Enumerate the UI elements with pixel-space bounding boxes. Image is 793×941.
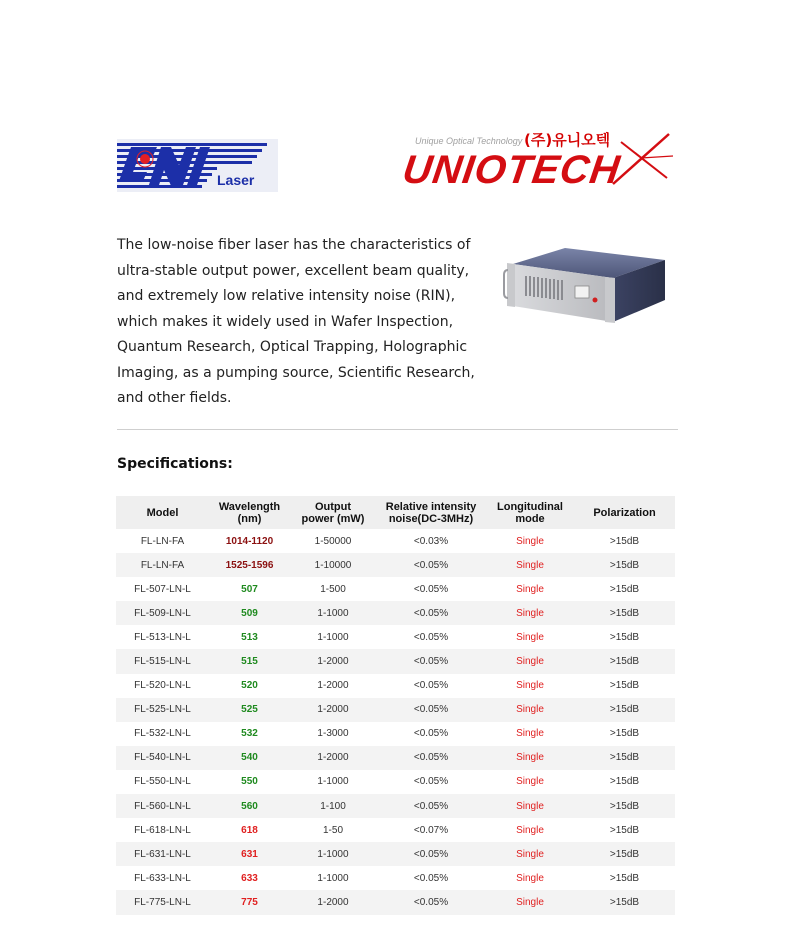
description-line: and other fields. <box>117 390 232 406</box>
cell-model: FL-633-LN-L <box>134 872 191 884</box>
cell-wavelength: 1014-1120 <box>225 535 274 547</box>
cell-output-power: 1-1000 <box>317 776 349 788</box>
table-row <box>116 866 675 890</box>
cni-laser-logo <box>117 139 278 192</box>
cell-polarization: >15dB <box>609 728 640 740</box>
cell-model: FL-LN-FA <box>140 535 185 547</box>
table-row <box>116 746 675 770</box>
table-row <box>116 770 675 794</box>
cell-rin: <0.03% <box>413 535 449 547</box>
cell-output-power: 1-2000 <box>290 649 376 673</box>
table-row <box>116 553 675 577</box>
description-line: which makes it widely used in Wafer Inspection, <box>117 313 454 330</box>
table-row <box>116 577 675 601</box>
cell-model: FL-LN-FA <box>116 553 209 577</box>
header-output-power: Output power (mW) <box>290 496 376 529</box>
cell-wavelength: 631 <box>209 842 290 866</box>
cell-wavelength: 550 <box>241 776 258 788</box>
table-row <box>116 674 675 698</box>
cell-longitudinal-mode: Single <box>486 746 574 770</box>
cell-polarization: >15dB <box>609 631 640 643</box>
cell-wavelength: 525 <box>209 698 290 722</box>
cell-rin: <0.05% <box>376 698 486 722</box>
header-longitudinal-mode: Longitudinal mode <box>486 496 574 529</box>
cell-polarization: >15dB <box>609 535 640 547</box>
header-rin: Relative intensity noise(DC-3MHz) <box>376 496 486 529</box>
cell-polarization: >15dB <box>574 698 675 722</box>
description-line: Quantum Research, Optical Trapping, Holographic <box>117 339 468 355</box>
cell-rin: <0.05% <box>413 776 449 788</box>
cell-rin: <0.05% <box>413 583 449 595</box>
header-wavelength: Wavelength (nm) <box>209 496 290 529</box>
description-line: The low-noise fiber laser has the characteristics of <box>117 237 471 253</box>
cell-wavelength: 520 <box>241 680 258 692</box>
cell-model: FL-509-LN-L <box>116 601 209 625</box>
cell-model: FL-513-LN-L <box>134 631 191 643</box>
cell-model: FL-525-LN-L <box>116 698 209 722</box>
cell-output-power: 1-1000 <box>317 872 349 884</box>
cell-model: FL-540-LN-L <box>116 746 209 770</box>
cell-polarization: >15dB <box>574 649 675 673</box>
cell-longitudinal-mode: Single <box>486 890 574 914</box>
cell-wavelength: 775 <box>209 890 290 914</box>
cell-output-power: 1-100 <box>290 794 376 818</box>
cell-rin: <0.05% <box>376 746 486 770</box>
table-row <box>116 625 675 649</box>
uniotech-korean-name: (주)유니오텍 <box>524 131 611 149</box>
cell-longitudinal-mode: Single <box>516 535 544 547</box>
cell-rin: <0.05% <box>376 601 486 625</box>
cell-wavelength: 532 <box>241 728 258 740</box>
cell-polarization: >15dB <box>574 746 675 770</box>
description-line: ultra-stable output power, excellent beam quality, <box>117 262 470 279</box>
cell-polarization: >15dB <box>574 794 675 818</box>
cell-polarization: >15dB <box>574 890 675 914</box>
cell-model: FL-550-LN-L <box>134 776 191 788</box>
cell-longitudinal-mode: Single <box>486 794 574 818</box>
cell-output-power: 1-1000 <box>290 601 376 625</box>
cell-rin: <0.05% <box>376 794 486 818</box>
table-row <box>116 818 675 842</box>
cell-output-power: 1-2000 <box>290 890 376 914</box>
table-header-row <box>116 496 675 529</box>
table-row <box>116 698 675 722</box>
cell-rin: <0.05% <box>376 649 486 673</box>
cell-wavelength: 513 <box>241 631 258 643</box>
table-row <box>116 842 675 866</box>
cell-longitudinal-mode: Single <box>486 649 574 673</box>
description-line: Imaging, as a pumping source, Scientific Research, <box>117 364 475 381</box>
cell-output-power: 1-2000 <box>290 746 376 770</box>
cell-polarization: >15dB <box>609 824 640 836</box>
cell-wavelength: 507 <box>241 583 258 595</box>
cell-rin: <0.05% <box>413 728 449 740</box>
cell-longitudinal-mode: Single <box>516 583 544 595</box>
cell-output-power: 1-3000 <box>317 728 349 740</box>
cell-polarization: >15dB <box>609 583 640 595</box>
cell-polarization: >15dB <box>609 680 640 692</box>
cell-model: FL-631-LN-L <box>116 842 209 866</box>
specifications-title: Specifications: <box>117 456 233 472</box>
table-row <box>116 601 675 625</box>
cell-output-power: 1-500 <box>320 583 346 595</box>
cell-wavelength: 509 <box>209 601 290 625</box>
cell-rin: <0.05% <box>376 890 486 914</box>
cell-longitudinal-mode: Single <box>486 553 574 577</box>
cell-wavelength: 1525-1596 <box>209 553 290 577</box>
uniotech-tagline: Unique Optical Technology <box>415 136 523 146</box>
cell-output-power: 1-1000 <box>290 842 376 866</box>
cell-model: FL-520-LN-L <box>134 680 191 692</box>
cell-output-power: 1-50 <box>322 824 343 836</box>
description-line: and extremely low relative intensity noise (RIN), <box>117 288 456 304</box>
uniotech-star-icon <box>611 128 673 188</box>
cell-wavelength: 540 <box>209 746 290 770</box>
cell-wavelength: 633 <box>241 872 258 884</box>
cell-wavelength: 560 <box>209 794 290 818</box>
cell-rin: <0.05% <box>413 631 449 643</box>
cell-wavelength: 515 <box>209 649 290 673</box>
cell-model: FL-618-LN-L <box>134 824 191 836</box>
cell-output-power: 1-2000 <box>317 680 349 692</box>
table-row <box>116 890 675 914</box>
cell-longitudinal-mode: Single <box>516 631 544 643</box>
cell-polarization: >15dB <box>609 776 640 788</box>
cell-longitudinal-mode: Single <box>516 728 544 740</box>
cell-rin: <0.05% <box>376 842 486 866</box>
cell-longitudinal-mode: Single <box>516 680 544 692</box>
cell-rin: <0.07% <box>413 824 449 836</box>
table-row <box>116 649 675 673</box>
cell-polarization: >15dB <box>574 553 675 577</box>
cell-longitudinal-mode: Single <box>516 824 544 836</box>
table-row <box>116 529 675 553</box>
cni-laser-text: Laser <box>217 172 255 188</box>
table-row <box>116 794 675 818</box>
cell-output-power: 1-50000 <box>314 535 352 547</box>
cell-model: FL-515-LN-L <box>116 649 209 673</box>
cell-output-power: 1-2000 <box>290 698 376 722</box>
laser-rack-unit-image <box>503 246 668 328</box>
cell-longitudinal-mode: Single <box>516 872 544 884</box>
cell-output-power: 1-1000 <box>317 631 349 643</box>
cell-longitudinal-mode: Single <box>516 776 544 788</box>
product-description <box>117 233 477 412</box>
cell-rin: <0.05% <box>413 872 449 884</box>
cell-longitudinal-mode: Single <box>486 601 574 625</box>
cell-model: FL-507-LN-L <box>134 583 191 595</box>
cell-polarization: >15dB <box>609 872 640 884</box>
header-polarization: Polarization <box>574 496 675 529</box>
cell-model: FL-775-LN-L <box>116 890 209 914</box>
uniotech-wordmark: UNIOTECH <box>399 148 624 192</box>
uniotech-logo <box>399 128 673 194</box>
cell-polarization: >15dB <box>574 842 675 866</box>
cell-rin: <0.05% <box>376 553 486 577</box>
specifications-table <box>116 496 675 915</box>
cell-longitudinal-mode: Single <box>486 842 574 866</box>
cell-output-power: 1-10000 <box>290 553 376 577</box>
cell-longitudinal-mode: Single <box>486 698 574 722</box>
section-divider <box>117 429 678 430</box>
cell-model: FL-532-LN-L <box>134 728 191 740</box>
cell-polarization: >15dB <box>574 601 675 625</box>
cell-wavelength: 618 <box>241 824 258 836</box>
header-model: Model <box>116 496 209 529</box>
table-row <box>116 722 675 746</box>
cell-model: FL-560-LN-L <box>116 794 209 818</box>
cell-rin: <0.05% <box>413 680 449 692</box>
